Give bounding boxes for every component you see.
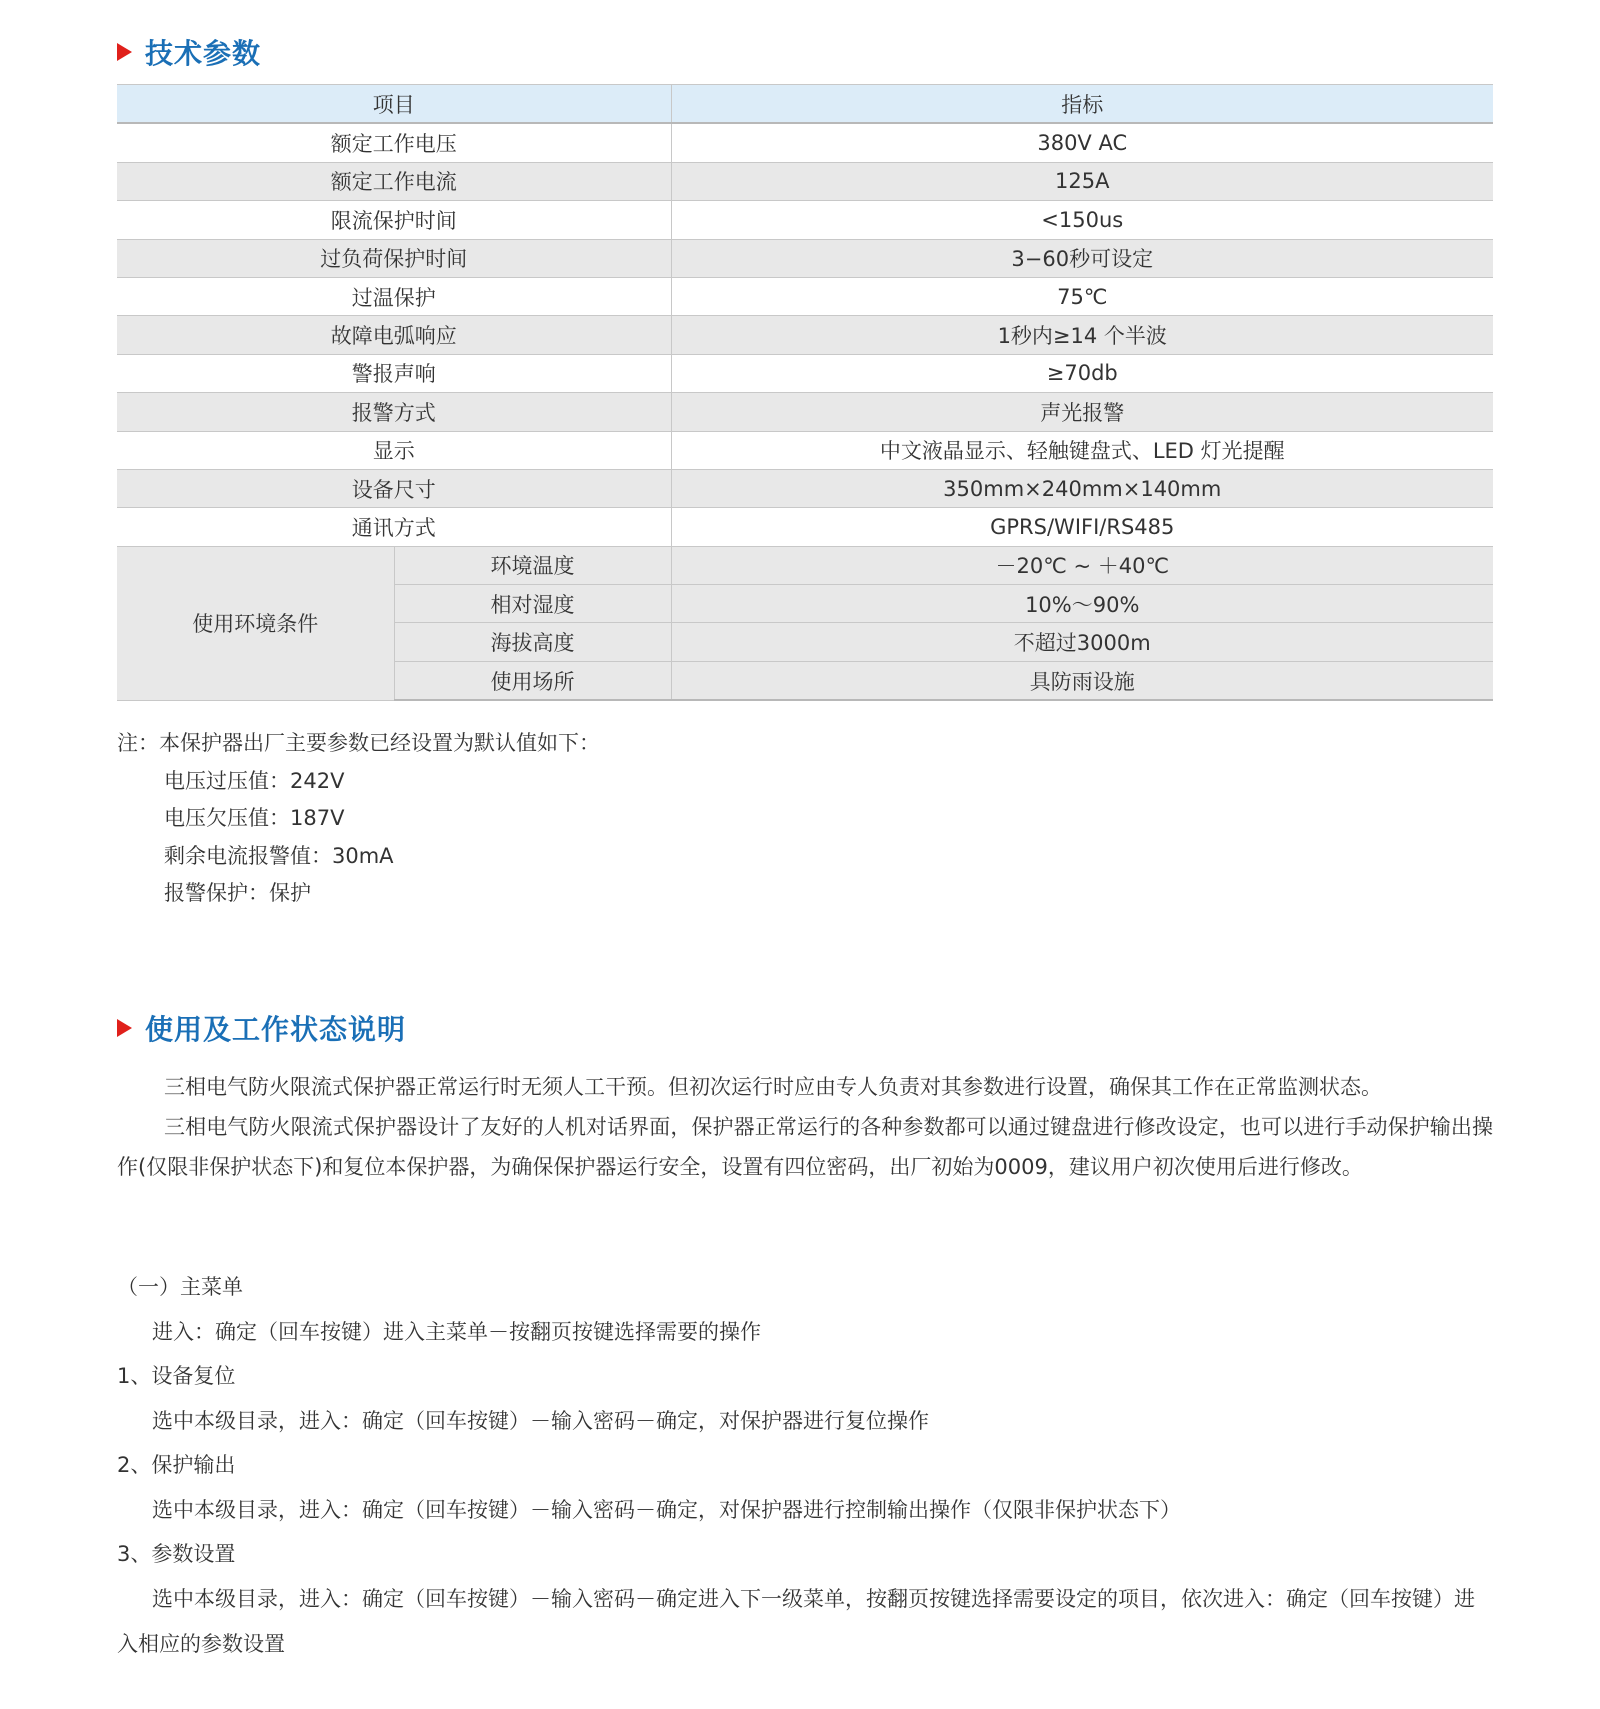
row-value: ≥70db: [671, 354, 1493, 392]
row-value: 3−60秒可设定: [671, 239, 1493, 277]
row-item: 通讯方式: [117, 508, 671, 546]
note-line: 电压过压值：242V: [164, 768, 345, 793]
menu-item-desc: 选中本级目录，进入：确定（回车按键）－输入密码－确定进入下一级菜单，按翻页按键选择需要设定的项目，依次进入：确定（回车按键）进入相应的参数设置: [117, 1586, 1475, 1656]
spec-table: [117, 84, 1493, 701]
menu-instructions: [117, 1265, 1493, 1667]
row-item: 警报声响: [117, 354, 671, 392]
paragraph: 三相电气防火限流式保护器设计了友好的人机对话界面，保护器正常运行的各种参数都可以通过键盘进行修改设定，也可以进行手动保护输出操作(仅限非保护状态下)和复位本保护器，为确保保护器运行安全，设置有四位密码，出厂初始为0009，建议用户初次使用后进行修改。: [117, 1115, 1493, 1179]
table-row: [117, 393, 1493, 431]
row-item: 故障电弧响应: [117, 316, 671, 354]
note-line: 报警保护：保护: [164, 881, 311, 905]
table-row: [117, 431, 1493, 469]
env-row-item: 环境温度: [394, 546, 671, 584]
table-row: [117, 123, 1493, 162]
row-value: 中文液晶显示、轻触键盘式、LED 灯光提醒: [671, 431, 1493, 469]
row-value: 380V AC: [671, 123, 1493, 162]
table-row: [117, 239, 1493, 277]
menu-item-title: 3、参数设置: [117, 1542, 236, 1566]
row-value: GPRS/WIFI/RS485: [671, 508, 1493, 546]
section-title: 使用及工作状态说明: [145, 1013, 407, 1046]
row-item: 报警方式: [117, 393, 671, 431]
env-row-item: 相对湿度: [394, 585, 671, 623]
table-row: [117, 201, 1493, 239]
menu-enter-line: 进入：确定（回车按键）进入主菜单－按翻页按键选择需要的操作: [152, 1319, 761, 1344]
env-row-value: 10%～90%: [671, 585, 1493, 623]
triangle-bullet-icon: [117, 1019, 132, 1037]
row-value: 125A: [671, 162, 1493, 200]
triangle-bullet-icon: [117, 43, 132, 61]
table-header-row: [117, 85, 1493, 124]
env-row-value: 不超过3000m: [671, 623, 1493, 661]
env-group-label: 使用环境条件: [117, 546, 394, 700]
row-item: 额定工作电压: [117, 123, 671, 162]
table-row: [117, 354, 1493, 392]
row-item: 过负荷保护时间: [117, 239, 671, 277]
section-title: 技术参数: [145, 37, 262, 70]
paragraph: 三相电气防火限流式保护器正常运行时无须人工干预。但初次运行时应由专人负责对其参数进行设置，确保其工作在正常监测状态。: [164, 1075, 1382, 1099]
usage-description: [117, 1067, 1493, 1187]
row-value: 声光报警: [671, 393, 1493, 431]
note-line: 剩余电流报警值：30mA: [164, 843, 394, 868]
menu-item-desc: 选中本级目录，进入：确定（回车按键）－输入密码－确定，对保护器进行控制输出操作（仅限非保护状态下）: [152, 1497, 1181, 1522]
table-row: [117, 277, 1493, 315]
note-intro: 注：本保护器出厂主要参数已经设置为默认值如下：: [117, 731, 600, 755]
row-value: 1秒内≥14 个半波: [671, 316, 1493, 354]
menu-heading: （一）主菜单: [117, 1275, 243, 1299]
env-row-value: －20℃ ~ ＋40℃: [671, 546, 1493, 584]
header-value: 指标: [671, 85, 1493, 124]
section-heading-usage: [117, 1008, 406, 1048]
header-item: 项目: [117, 85, 671, 124]
row-value: <150us: [671, 201, 1493, 239]
table-row: [117, 508, 1493, 546]
row-item: 显示: [117, 431, 671, 469]
menu-item-title: 2、保护输出: [117, 1453, 236, 1477]
note-line: 电压欠压值：187V: [164, 806, 345, 830]
table-row: [117, 162, 1493, 200]
row-item: 限流保护时间: [117, 201, 671, 239]
row-item: 设备尺寸: [117, 469, 671, 507]
table-row: [117, 316, 1493, 354]
env-row-item: 海拔高度: [394, 623, 671, 661]
note-block: [117, 725, 600, 913]
row-value: 75℃: [671, 277, 1493, 315]
table-row: [117, 546, 1493, 584]
row-item: 过温保护: [117, 277, 671, 315]
section-heading-specs: [117, 32, 261, 72]
menu-item-title: 1、设备复位: [117, 1364, 236, 1388]
row-value: 350mm×240mm×140mm: [671, 469, 1493, 507]
row-item: 额定工作电流: [117, 162, 671, 200]
menu-item-desc: 选中本级目录，进入：确定（回车按键）－输入密码－确定，对保护器进行复位操作: [152, 1408, 929, 1433]
table-row: [117, 469, 1493, 507]
env-row-value: 具防雨设施: [671, 661, 1493, 700]
env-row-item: 使用场所: [394, 661, 671, 700]
